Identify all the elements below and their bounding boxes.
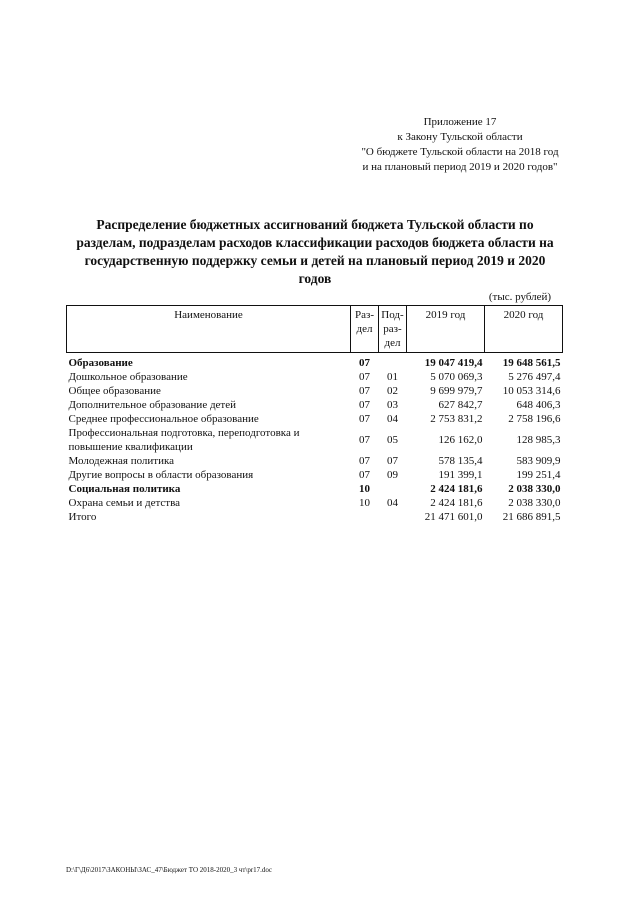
units-label: (тыс. рублей) bbox=[488, 291, 552, 303]
cell-name: Профессиональная подготовка, переподготовка и повышение квалификации bbox=[68, 427, 300, 453]
cell-subsection: 02 bbox=[387, 385, 398, 397]
cell-2019: 2 424 181,6 bbox=[430, 497, 483, 509]
appendix-line-1: Приложение 17 bbox=[423, 116, 497, 128]
cell-subsection: 09 bbox=[387, 469, 398, 481]
cell-2020: 648 406,3 bbox=[516, 399, 561, 411]
cell-2020: 5 276 497,4 bbox=[508, 371, 561, 383]
cell-section: 07 bbox=[359, 455, 370, 467]
cell-section: 07 bbox=[359, 413, 370, 425]
cell-2020: 583 909,9 bbox=[516, 455, 561, 467]
document-title: Распределение бюджетных ассигнований бюджета Тульской области по разделам, подразделам расходов классификации расходов бюджета области на государственную поддержку семьи и детей на плановый период 2019 и 2020 годов bbox=[76, 217, 554, 286]
cell-section: 07 bbox=[359, 357, 370, 369]
table-header-row bbox=[67, 306, 563, 353]
table-row bbox=[67, 454, 563, 468]
cell-2020: 21 686 891,5 bbox=[502, 511, 561, 523]
cell-name: Среднее профессиональное образование bbox=[68, 413, 259, 425]
cell-section: 10 bbox=[359, 497, 370, 509]
table-row bbox=[67, 496, 563, 510]
appendix-line-2: к Закону Тульской области bbox=[397, 131, 523, 143]
table-row bbox=[67, 482, 563, 496]
cell-section: 07 bbox=[359, 385, 370, 397]
cell-2019: 126 162,0 bbox=[438, 434, 483, 446]
cell-subsection: 04 bbox=[387, 413, 398, 425]
cell-2019: 627 842,7 bbox=[438, 399, 483, 411]
cell-name: Социальная политика bbox=[68, 483, 181, 495]
table-row bbox=[67, 353, 563, 371]
cell-section: 07 bbox=[359, 371, 370, 383]
cell-2019: 9 699 979,7 bbox=[430, 385, 483, 397]
table-row bbox=[67, 468, 563, 482]
cell-2020: 10 053 314,6 bbox=[502, 385, 561, 397]
table-row bbox=[67, 384, 563, 398]
table-row bbox=[67, 370, 563, 384]
header-name: Наименование bbox=[67, 306, 351, 353]
header-section-text: Раз- дел bbox=[354, 309, 374, 335]
table-row bbox=[67, 510, 563, 524]
header-subsection-text: Под- раз- дел bbox=[381, 309, 404, 349]
cell-2019: 578 135,4 bbox=[438, 455, 483, 467]
cell-name: Образование bbox=[68, 357, 133, 369]
appendix-line-4: и на плановый период 2019 и 2020 годов" bbox=[362, 161, 558, 173]
cell-section: 07 bbox=[359, 434, 370, 446]
table-row bbox=[67, 426, 563, 454]
cell-section: 07 bbox=[359, 399, 370, 411]
cell-2019: 2 424 181,6 bbox=[430, 483, 483, 495]
header-section bbox=[351, 306, 379, 353]
cell-name: Итого bbox=[68, 511, 97, 523]
cell-section: 10 bbox=[359, 483, 370, 495]
appendix-note bbox=[340, 115, 580, 175]
file-path-footer: D:\Г\Д6\2017\ЗАКОНЫ\ЗАС_47\Бюджет ТО 2018-2020_3 чт\pr17.doc bbox=[66, 866, 273, 874]
cell-2020: 2 038 330,0 bbox=[508, 497, 561, 509]
cell-subsection bbox=[379, 482, 407, 496]
header-subsection bbox=[379, 306, 407, 353]
cell-2020: 199 251,4 bbox=[516, 469, 561, 481]
cell-2019: 2 753 831,2 bbox=[430, 413, 483, 425]
cell-name: Дошкольное образование bbox=[68, 371, 188, 383]
budget-table bbox=[66, 305, 563, 524]
header-2019: 2019 год bbox=[407, 306, 485, 353]
cell-2019: 5 070 069,3 bbox=[430, 371, 483, 383]
cell-subsection bbox=[379, 353, 407, 371]
cell-subsection: 01 bbox=[387, 371, 398, 383]
table-row bbox=[67, 412, 563, 426]
appendix-line-3: "О бюджете Тульской области на 2018 год bbox=[361, 146, 559, 158]
cell-2020: 19 648 561,5 bbox=[502, 357, 561, 369]
header-2020: 2020 год bbox=[485, 306, 563, 353]
cell-subsection: 07 bbox=[387, 455, 398, 467]
cell-subsection bbox=[379, 510, 407, 524]
cell-2019: 21 471 601,0 bbox=[424, 511, 483, 523]
cell-name: Другие вопросы в области образования bbox=[68, 469, 254, 481]
cell-section bbox=[351, 510, 379, 524]
cell-name: Молодежная политика bbox=[68, 455, 175, 467]
table-row bbox=[67, 398, 563, 412]
cell-2020: 2 758 196,6 bbox=[508, 413, 561, 425]
cell-subsection: 04 bbox=[387, 497, 398, 509]
cell-subsection: 03 bbox=[387, 399, 398, 411]
table-body bbox=[67, 353, 563, 525]
cell-2020: 2 038 330,0 bbox=[508, 483, 561, 495]
cell-name: Охрана семьи и детства bbox=[68, 497, 181, 509]
cell-2019: 191 399,1 bbox=[438, 469, 483, 481]
cell-2019: 19 047 419,4 bbox=[424, 357, 483, 369]
cell-section: 07 bbox=[359, 469, 370, 481]
cell-name: Общее образование bbox=[68, 385, 161, 397]
cell-2020: 128 985,3 bbox=[516, 434, 561, 446]
cell-subsection: 05 bbox=[387, 434, 398, 446]
cell-name: Дополнительное образование детей bbox=[68, 399, 237, 411]
